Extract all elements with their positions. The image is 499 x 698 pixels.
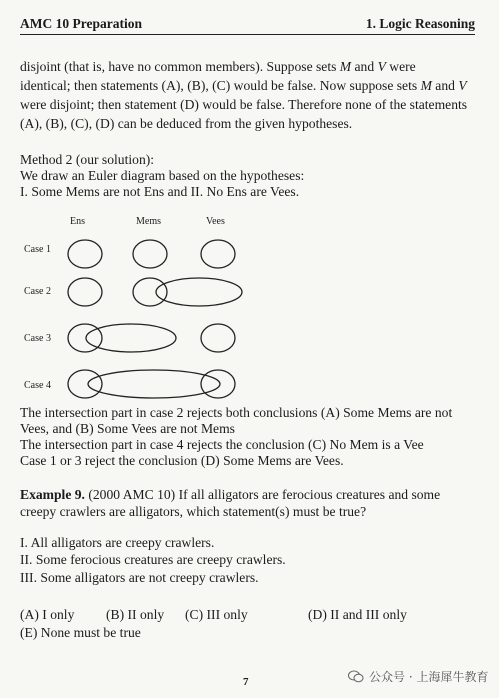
method2-heading: Method 2 (our solution): (20, 152, 155, 167)
example9-question-start: (2000 AMC 10) If all alligators are ferocious creatures and some (84, 487, 441, 502)
case2-mems-circle (133, 278, 167, 306)
col-label-ens: Ens (70, 216, 85, 227)
case1-mems-circle (133, 240, 167, 268)
header-book-title: AMC 10 Preparation (20, 16, 142, 31)
choice-e: (E) None must be true (20, 625, 141, 640)
case4-ens-circle (68, 370, 102, 398)
choice-b: (B) II only (106, 607, 165, 622)
example9-label: Example 9. (20, 487, 85, 502)
case1-vees-circle (201, 240, 235, 268)
para1-line-2: identical; then statements (A), (B), (C) would be false. Now suppose sets M and V (20, 78, 467, 93)
case3-mems-ellipse (86, 324, 176, 352)
conclusion-line-4: Case 1 or 3 reject the conclusion (D) Some Mems are Vees. (20, 453, 344, 468)
col-label-vees: Vees (206, 216, 225, 227)
case-label-2: Case 2 (24, 286, 51, 297)
example9-line-2: creepy crawlers are alligators, which statement(s) must be true? (20, 504, 367, 519)
case-label-1: Case 1 (24, 244, 51, 255)
case4-vees-circle (201, 370, 235, 398)
para1-line-1: disjoint (that is, have no common members). Suppose sets M and V were (20, 59, 416, 74)
conclusion-line-2: Vees, and (B) Some Vees are not Mems (20, 421, 235, 436)
watermark (348, 668, 488, 685)
case1-ens-circle (68, 240, 102, 268)
statement-1: I. All alligators are creepy crawlers. (20, 535, 215, 550)
method2-line-3: I. Some Mems are not Ens and II. No Ens are Vees. (20, 184, 300, 199)
case-label-3: Case 3 (24, 333, 51, 344)
choice-d: (D) II and III only (308, 607, 407, 622)
conclusion-line-1: The intersection part in case 2 rejects both conclusions (A) Some Mems are not (20, 405, 453, 420)
case4-mems-ellipse (88, 370, 220, 398)
example9-line-1 (20, 486, 440, 504)
choice-c: (C) III only (185, 607, 248, 622)
statement-2: II. Some ferocious creatures are creepy crawlers. (20, 552, 286, 567)
page-number: 7 (243, 676, 249, 688)
choice-a: (A) I only (20, 607, 75, 622)
case-label-4: Case 4 (24, 380, 51, 391)
conclusion-line-3: The intersection part in case 4 rejects the conclusion (C) No Mem is a Vee (20, 437, 424, 452)
col-label-mems: Mems (136, 216, 161, 227)
statement-3: III. Some alligators are not creepy crawlers. (20, 570, 259, 585)
case3-vees-circle (201, 324, 235, 352)
case2-ens-circle (68, 278, 102, 306)
para1-line-4: (A), (B), (C), (D) can be deduced from the given hypotheses. (20, 116, 353, 131)
wechat-icon (348, 670, 364, 683)
header-chapter-title: 1. Logic Reasoning (365, 16, 475, 31)
para1-line-3: were disjoint; then statement (D) would be false. Therefore none of the statements (20, 97, 468, 112)
method2-line-2: We draw an Euler diagram based on the hypotheses: (20, 168, 305, 183)
case2-vees-ellipse (156, 278, 242, 306)
watermark-text: 公众号 · 上海犀牛教育 (369, 670, 489, 684)
